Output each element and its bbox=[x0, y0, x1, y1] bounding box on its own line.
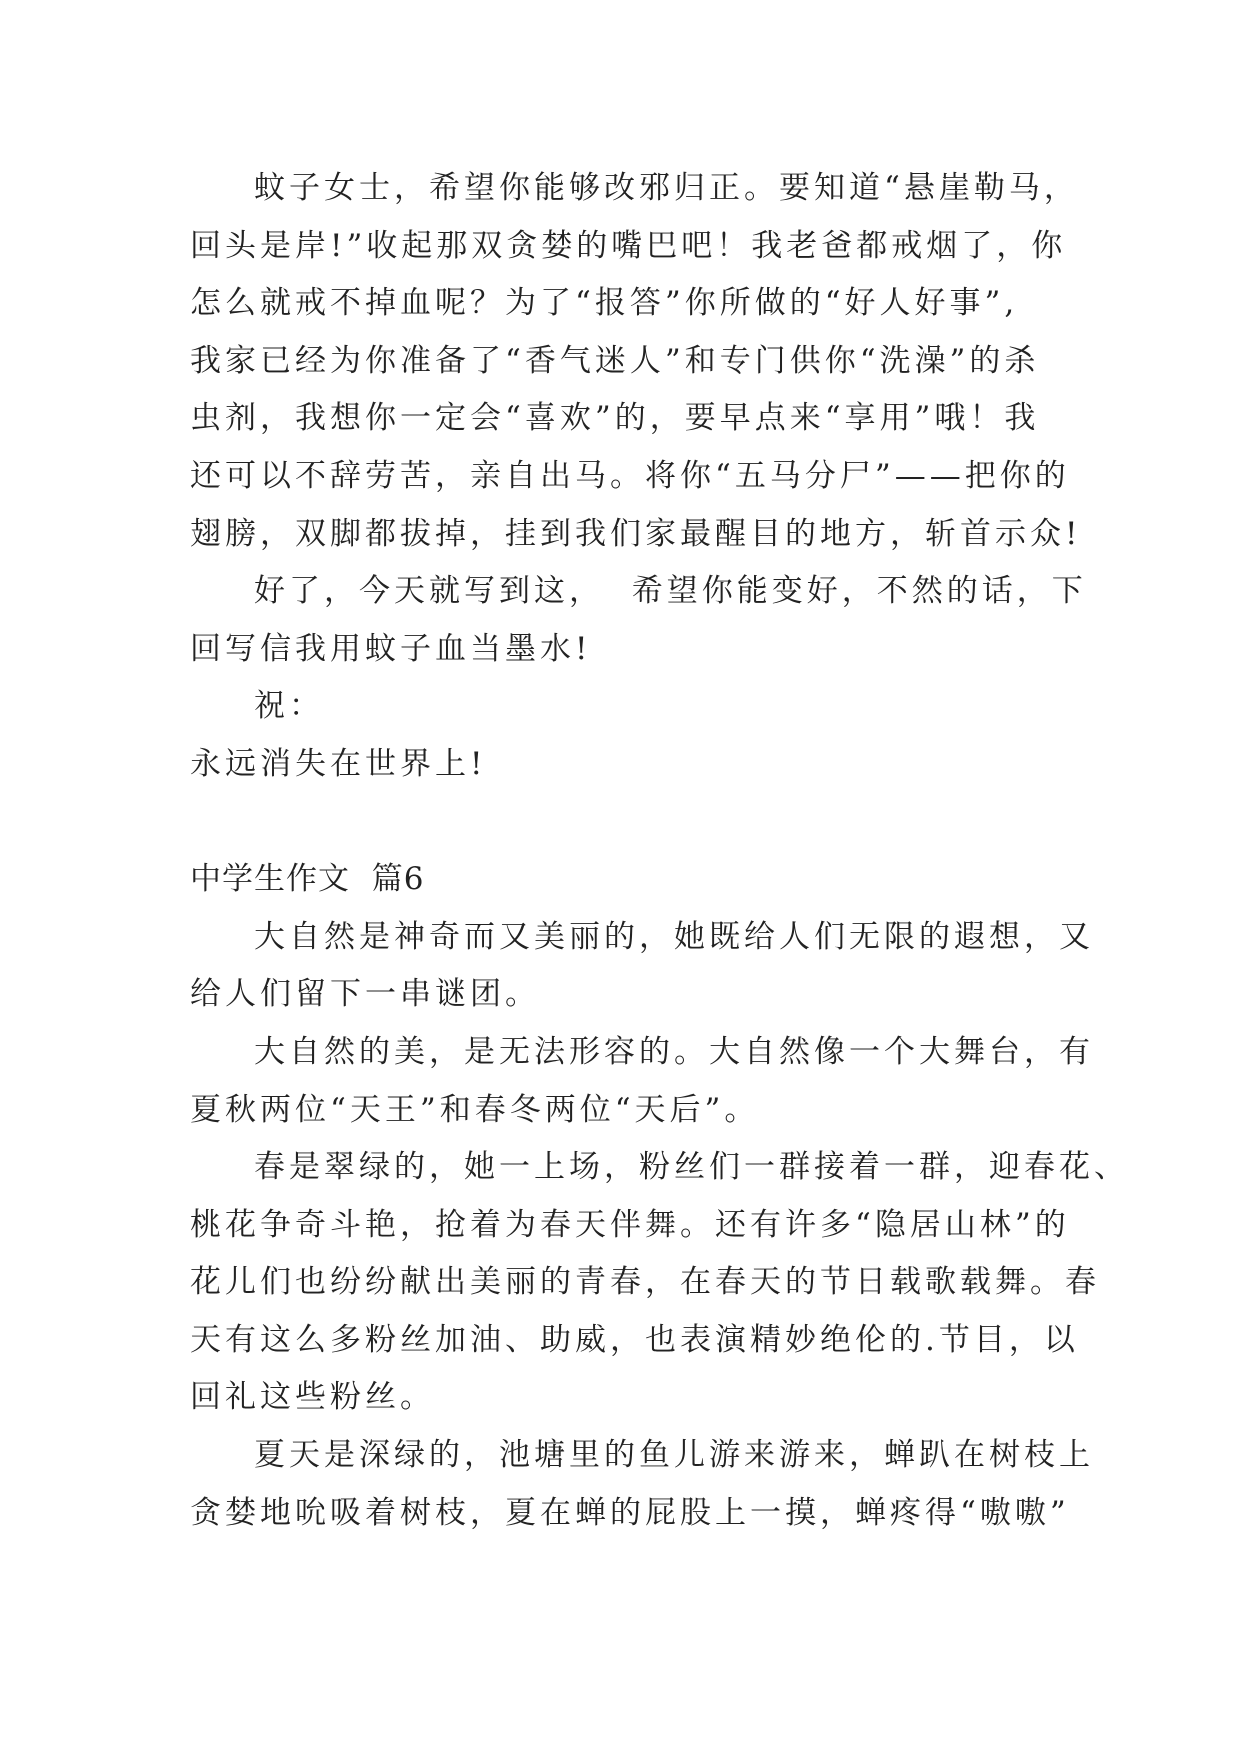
text-line: 桃花争奇斗艳，抢着为春天伴舞。还有许多“隐居山林”的 bbox=[190, 1206, 1070, 1243]
text-line: 翅膀，双脚都拔掉，挂到我们家最醒目的地方，斩首示众! bbox=[190, 515, 1082, 552]
text-line: 夏秋两位“天王”和春冬两位“天后”。 bbox=[190, 1091, 760, 1128]
text-line: 贪婪地吮吸着树枝，夏在蝉的屁股上一摸，蝉疼得“嗷嗷” bbox=[190, 1494, 1070, 1531]
paragraph bbox=[190, 678, 1050, 736]
text-line: 春是翠绿的，她一上场，粉丝们一群接着一群，迎春花、 bbox=[254, 1149, 1129, 1186]
text-line: 天有这么多粉丝加油、助威，也表演精妙绝伦的.节目，以 bbox=[190, 1321, 1079, 1358]
section-heading bbox=[190, 851, 1050, 909]
text-line: 我家已经为你准备了“香气迷人”和专门供你“洗澡”的杀 bbox=[190, 342, 1040, 379]
paragraph bbox=[190, 563, 1087, 678]
heading-text: 中学生作文 篇6 bbox=[190, 861, 425, 898]
text-line: 夏天是深绿的，池塘里的鱼儿游来游来，蝉趴在树枝上 bbox=[254, 1437, 1094, 1474]
text-line: 大自然是神奇而又美丽的，她既给人们无限的遐想，又 bbox=[254, 918, 1094, 955]
blank-gap bbox=[190, 794, 1050, 852]
paragraph bbox=[190, 1427, 1094, 1542]
paragraph bbox=[190, 1024, 1094, 1139]
text-line: 回礼这些粉丝。 bbox=[190, 1379, 435, 1416]
document-page bbox=[190, 160, 1129, 1542]
text-line: 蚊子女士，希望你能够改邪归正。要知道“悬崖勒马， bbox=[254, 170, 1079, 206]
paragraph bbox=[190, 909, 1094, 1024]
paragraph bbox=[190, 160, 1082, 563]
text-line: 怎么就戒不掉血呢？为了“报答”你所做的“好人好事”, bbox=[190, 285, 1019, 322]
text-line: 虫剂，我想你一定会“喜欢”的，要早点来“享用”哦！我 bbox=[190, 400, 1040, 437]
text-line: 给人们留下一串谜团。 bbox=[190, 976, 540, 1013]
text-line: 回头是岸!”收起那双贪婪的嘴巴吧！我老爸都戒烟了，你 bbox=[190, 227, 1067, 264]
paragraph bbox=[190, 1139, 1129, 1427]
text-line: 永远消失在世界上! bbox=[190, 745, 487, 782]
text-line: 回写信我用蚊子血当墨水! bbox=[190, 630, 592, 667]
text-line: 大自然的美，是无法形容的。大自然像一个大舞台，有 bbox=[254, 1033, 1094, 1070]
text-line: 祝： bbox=[254, 688, 324, 725]
paragraph bbox=[190, 736, 1050, 794]
text-line: 好了，今天就写到这， 希望你能变好，不然的话，下 bbox=[254, 573, 1087, 610]
text-line: 还可以不辞劳苦，亲自出马。将你“五马分尸”——把你的 bbox=[190, 457, 1070, 494]
text-line: 花儿们也纷纷献出美丽的青春，在春天的节日载歌载舞。春 bbox=[190, 1264, 1100, 1301]
